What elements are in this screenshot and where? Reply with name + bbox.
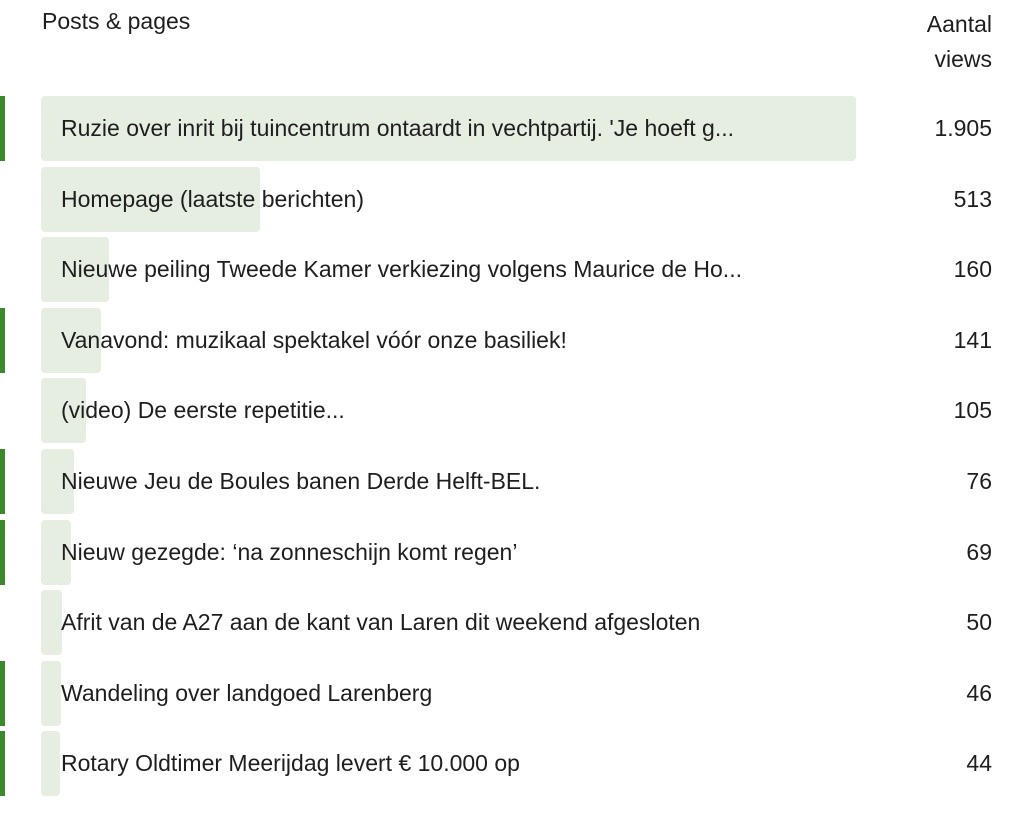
post-title-link[interactable]: Homepage (laatste berichten) [61,185,364,212]
highlight-marker [0,96,5,161]
views-bar [41,590,62,655]
view-count: 44 [966,750,992,777]
highlight-marker [0,731,5,796]
view-count: 50 [966,609,992,636]
views-bar [41,731,60,796]
view-count: 69 [966,538,992,565]
highlight-marker [0,449,5,514]
view-count: 105 [953,397,992,424]
list-item[interactable] [0,167,1024,232]
post-title-link[interactable]: Afrit van de A27 aan de kant van Laren dit weekend afgesloten [61,609,701,636]
list-item[interactable] [0,308,1024,373]
views-header: Aantal views [926,11,992,72]
list-item[interactable] [0,731,1024,796]
list-item[interactable] [0,96,1024,161]
post-title-link[interactable]: Nieuw gezegde: ‘na zonneschijn komt regen’ [61,538,518,565]
post-title-link[interactable]: Rotary Oldtimer Meerijdag levert € 10.000 op [61,750,520,777]
highlight-marker [0,520,5,585]
view-count: 46 [966,679,992,706]
list-item[interactable] [0,520,1024,585]
post-title-link[interactable]: Vanavond: muzikaal spektakel vóór onze basiliek! [61,326,567,353]
list-item[interactable] [0,590,1024,655]
view-count: 1.905 [934,115,992,141]
view-count: 513 [953,185,992,212]
post-title-link[interactable]: (video) De eerste repetitie... [61,397,345,424]
views-bar [41,661,61,726]
view-count: 141 [953,326,992,353]
view-count: 76 [966,467,992,494]
list-item[interactable] [0,378,1024,443]
list-item[interactable] [0,661,1024,726]
post-title-link[interactable]: Wandeling over landgoed Larenberg [61,679,433,706]
highlight-marker [0,308,5,373]
posts-pages-header: Posts & pages [42,8,191,34]
highlight-marker [0,661,5,726]
view-count: 160 [953,256,992,283]
list-item[interactable] [0,449,1024,514]
post-title-link[interactable]: Ruzie over inrit bij tuincentrum ontaardt in vechtpartij. 'Je hoeft g... [61,115,734,141]
post-title-link[interactable]: Nieuwe Jeu de Boules banen Derde Helft-BEL. [61,467,541,494]
table-header [0,0,1024,90]
post-title-link[interactable]: Nieuwe peiling Tweede Kamer verkiezing volgens Maurice de Ho... [61,256,742,283]
list-item[interactable] [0,237,1024,302]
posts-list [0,96,1024,802]
